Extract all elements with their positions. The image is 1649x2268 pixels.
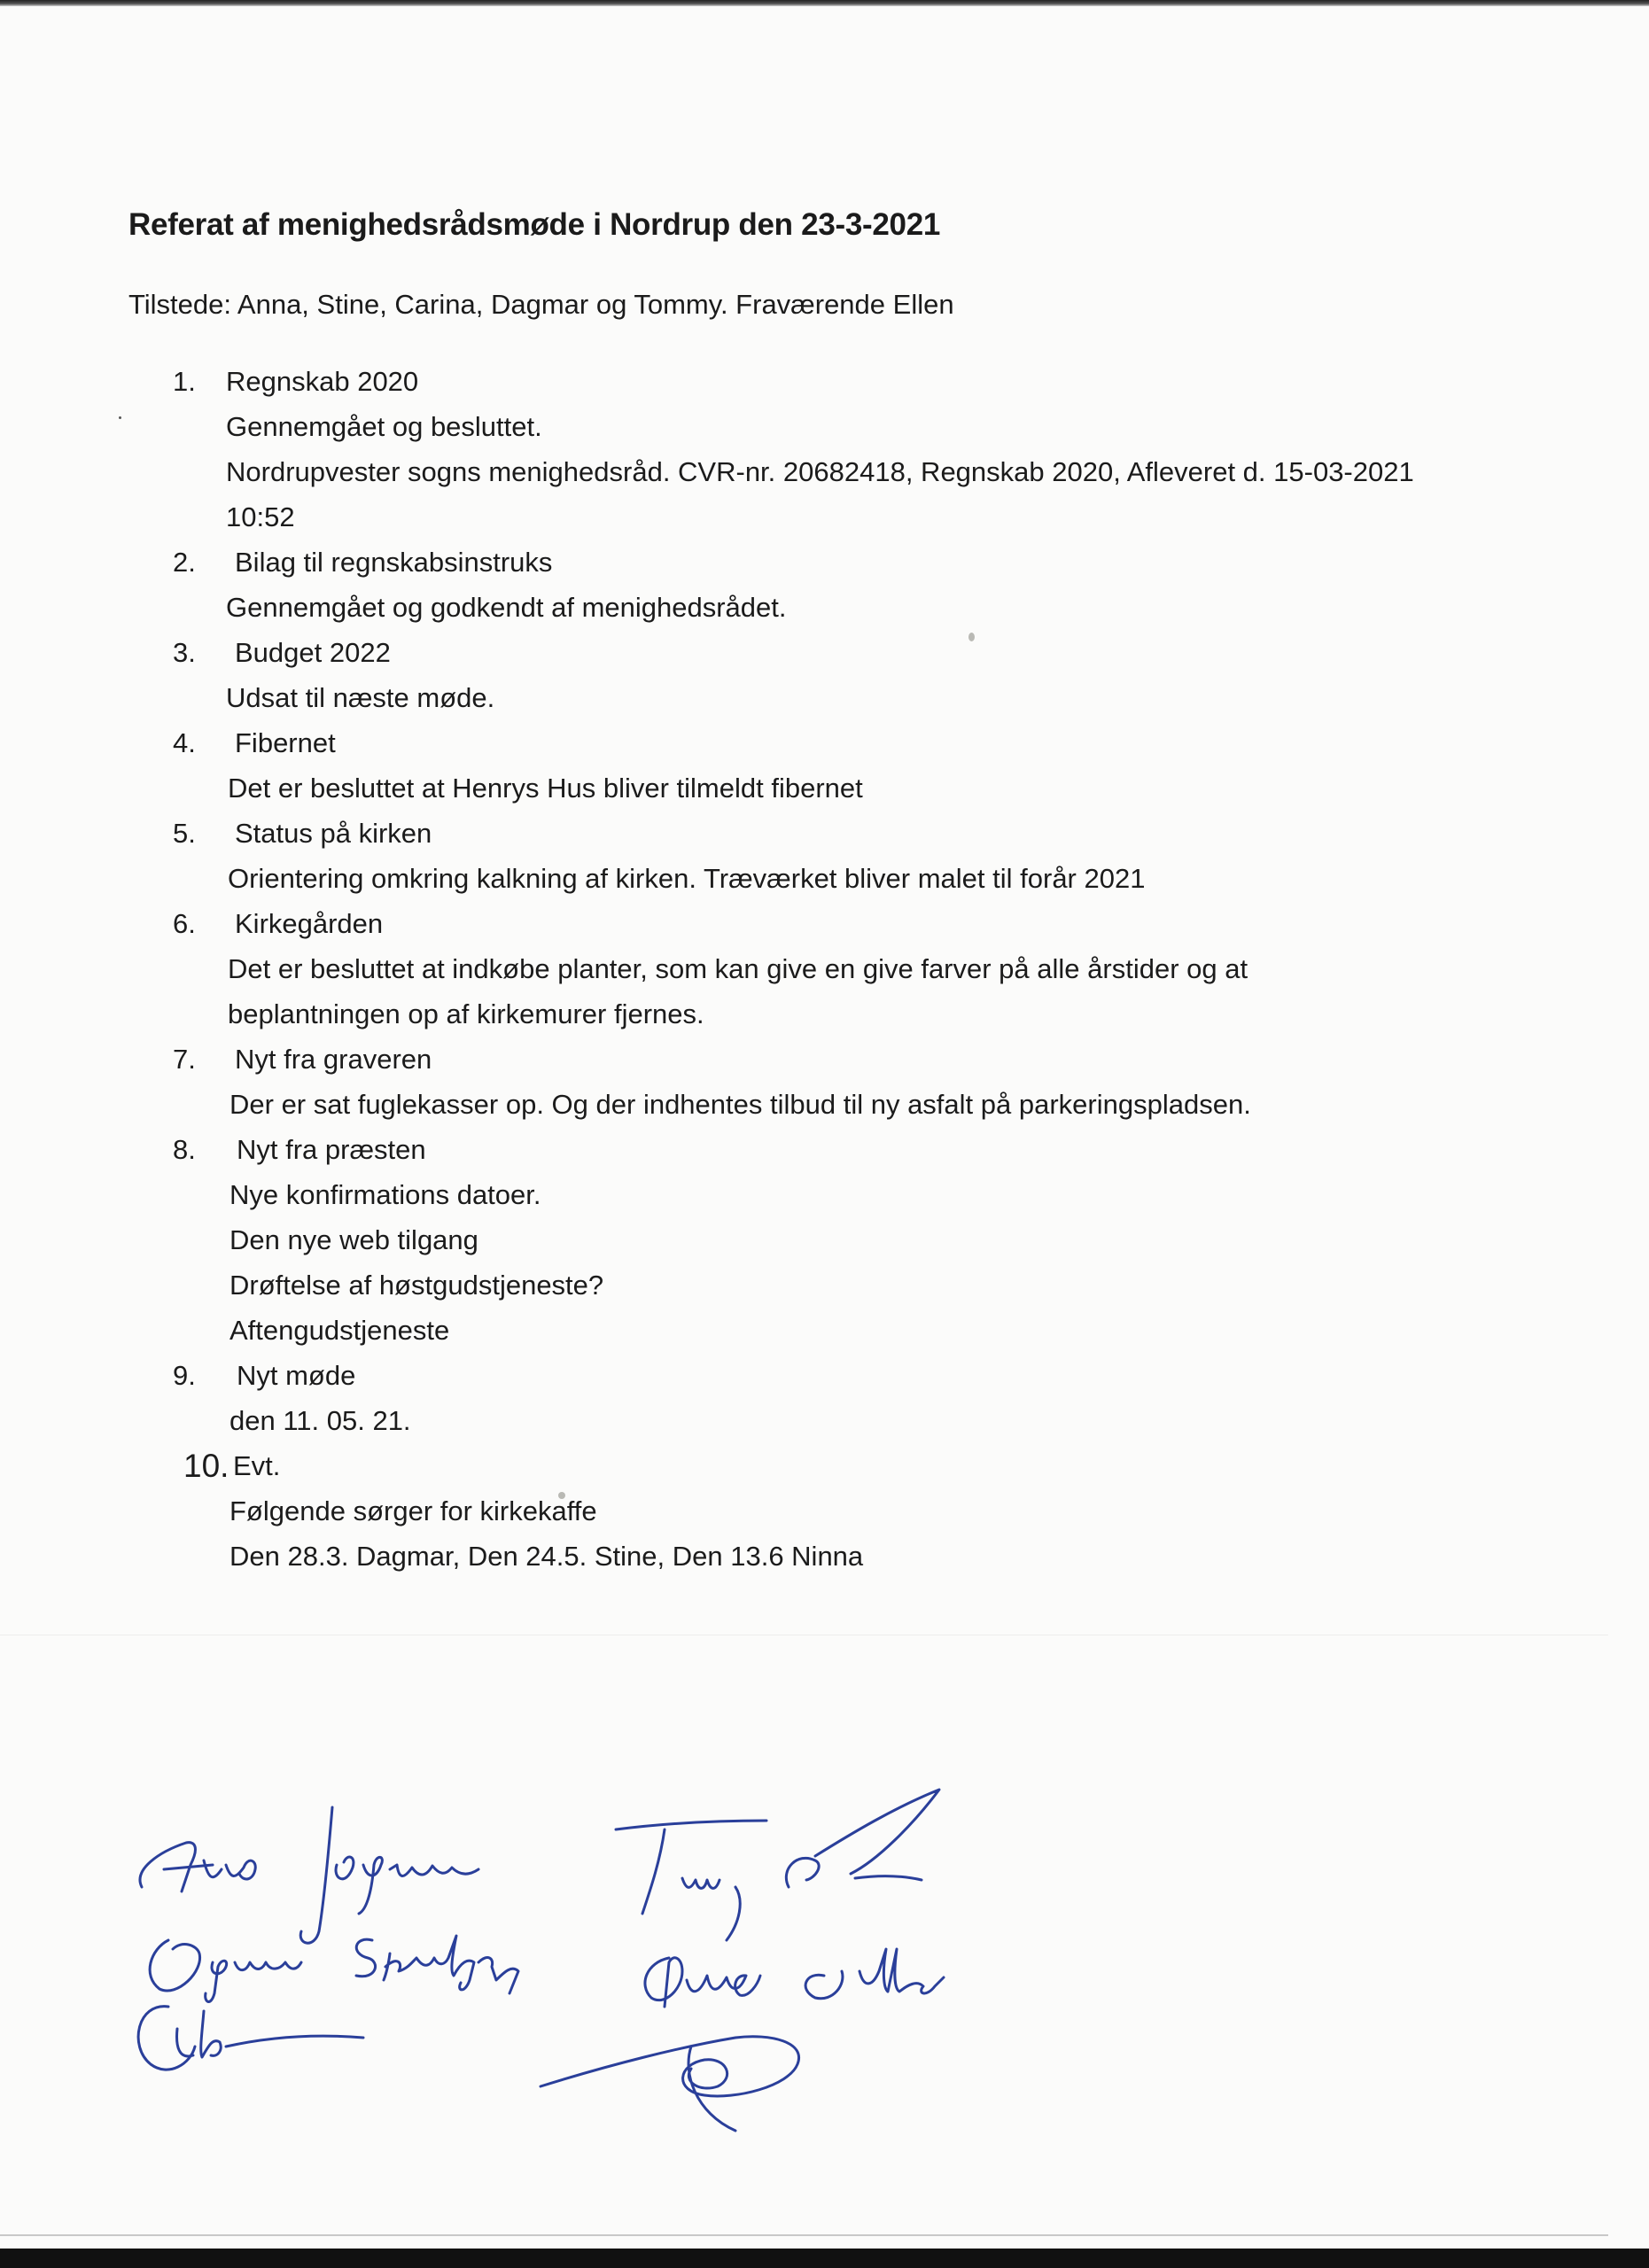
item-text: Den 28.3. Dagmar, Den 24.5. Stine, Den 13.6 Ninna [229, 1541, 864, 1572]
item-text: Nordrupvester sogns menighedsråd. CVR-nr. 20682418, Regnskab 2020, Afleveret d. 15-03-2021 10:52 [226, 456, 1414, 532]
agenda-item [173, 720, 1555, 811]
item-text: Det er besluttet at indkøbe planter, som kan give en give farver på alle årstider og at beplantningen op af kirkemurer fjernes. [228, 953, 1248, 1029]
agenda-item [173, 811, 1555, 901]
signature-block [115, 1781, 1001, 2153]
item-heading: Status på kirken [235, 818, 432, 849]
item-text: Der er sat fuglekasser op. Og der indhentes tilbud til ny asfalt på parkeringspladsen. [229, 1089, 1251, 1120]
item-heading: Budget 2022 [235, 637, 391, 668]
item-text: Nye konfirmations datoer. [229, 1179, 541, 1210]
signature-dagmar [150, 1936, 518, 2001]
document-title: Referat af menighedsrådsmøde i Nordrup den 23-3-2021 [128, 207, 941, 242]
item-text: Den nye web tilgang [229, 1224, 478, 1255]
item-heading: Nyt fra graveren [235, 1044, 432, 1075]
item-number: 8. [173, 1134, 196, 1165]
item-number: 5. [173, 818, 196, 849]
scan-edge-top [0, 0, 1649, 6]
agenda-item [173, 540, 1555, 630]
item-heading: Nyt fra præsten [237, 1134, 426, 1165]
item-text: Orientering omkring kalkning af kirken. Træværket bliver malet til forår 2021 [228, 863, 1146, 894]
signature-ninna [140, 1807, 478, 1943]
item-number: 4. [173, 727, 196, 758]
scan-edge-line [0, 2234, 1608, 2236]
signature-tommy [616, 1821, 766, 1940]
item-number: 2. [173, 547, 196, 578]
scan-speck [119, 416, 121, 419]
agenda-item [173, 901, 1555, 1037]
item-heading: Regnskab 2020 [226, 366, 419, 397]
agenda-item [173, 1353, 1555, 1443]
item-heading: Bilag til regnskabsinstruks [235, 547, 553, 578]
signature-carina [138, 2007, 363, 2070]
item-number: 9. [173, 1360, 196, 1391]
item-number: 6. [173, 908, 196, 939]
item-text: Følgende sørger for kirkekaffe [229, 1495, 597, 1526]
signature-stine [786, 1790, 939, 1887]
signature-anna [645, 1949, 944, 2007]
item-number: 1. [173, 366, 196, 397]
agenda-item [173, 1443, 1555, 1579]
item-heading: Nyt møde [237, 1360, 356, 1391]
agenda-item [173, 1127, 1555, 1353]
signature-flourish [541, 2037, 799, 2131]
agenda-item [173, 630, 1555, 720]
item-heading: Kirkegården [235, 908, 384, 939]
item-text: Aftengudstjeneste [229, 1315, 450, 1346]
item-number: 3. [173, 637, 196, 668]
item-text: Gennemgået og godkendt af menighedsrådet. [226, 592, 787, 623]
agenda-item [173, 359, 1555, 540]
item-text: Det er besluttet at Henrys Hus bliver tilmeldt fibernet [228, 773, 863, 804]
agenda-list [173, 359, 1555, 1579]
item-text: Udsat til næste møde. [226, 682, 495, 713]
item-text: Gennemgået og besluttet. [226, 411, 542, 442]
signatures-drawing [115, 1781, 1001, 2153]
item-number: 7. [173, 1044, 196, 1075]
item-number: 10. [183, 1448, 229, 1484]
item-text: Drøftelse af høstgudstjeneste? [229, 1270, 604, 1301]
scan-edge-bottom [0, 2249, 1649, 2268]
item-heading: Evt. [233, 1450, 281, 1481]
item-heading: Fibernet [235, 727, 336, 758]
attendees-line: Tilstede: Anna, Stine, Carina, Dagmar og Tommy. Fraværende Ellen [128, 289, 954, 320]
item-text: den 11. 05. 21. [229, 1405, 411, 1436]
agenda-item [173, 1037, 1555, 1127]
